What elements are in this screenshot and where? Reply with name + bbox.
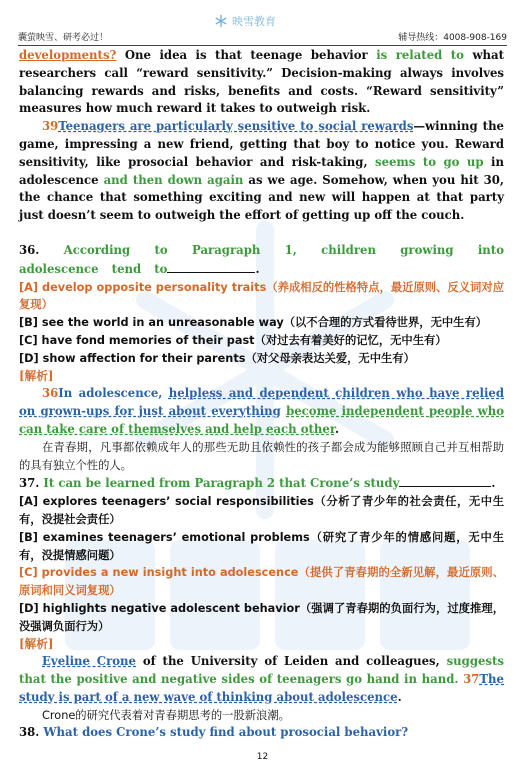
text: . [397,689,402,704]
text: In adolescence, [58,386,169,401]
text: . [255,261,260,276]
text: in adolescence [19,154,504,187]
option-text: [D] highlights negative adolescent behavior（强调了青春期的负面行为，过度推理，没强调负面行为） [19,601,504,633]
text: One idea is that teenage behavior [116,48,377,62]
option-text: [C] provides a new insight into adolescence（提供了青春期的全新见解，最近原则、原词和同义词复现） [19,566,504,598]
question-number: 37. [19,476,40,491]
logo-text: 映雪教育 [232,15,276,28]
snowflake-icon [214,14,228,28]
option-text: [C] have fond memories of their past（对过去有着美好的记忆，无中生有） [19,333,447,347]
header-slogan: 囊萤映雪、研考必过！ [18,33,109,43]
page-content [19,47,504,742]
header-divider [18,45,507,46]
header-hotline: 辅导热线：4008-908-169 [398,33,507,43]
text: what researchers call “reward sensitivity.” Decision-making always involves balancing rewards and risks, benefits and costs. “Reward sensitivity” measures how much reward it takes to outweigh risk. [19,48,504,116]
analysis-36-quote [19,385,504,438]
page-header [18,30,507,44]
paragraph-2 [19,118,504,225]
option-37a [19,493,504,529]
analysis-37-quote [19,653,504,706]
key-phrase: become independent people who can take care of themselves and help each other [19,404,504,436]
option-36d [19,350,504,368]
analysis-label: [解析] [19,368,54,383]
question-36-stem [19,242,504,279]
text: of the University of Leiden and colleagues, [136,654,447,669]
question-number: 38. [19,725,40,740]
option-text: [A] explores teenagers’ social responsibilities（分析了青少年的社会责任，无中生有，没提社会责任） [19,495,504,526]
answer-blank [399,474,491,487]
key-phrase: Eveline Crone [42,654,136,669]
key-phrase: suggests that the positive and negative sides of teenagers go hand in hand. [19,654,504,687]
question-ref: 37 [458,672,480,687]
key-sentence: Teenagers are particularly sensitive to social rewards [58,119,414,134]
keyword: seems to go up [374,154,484,169]
option-37d [19,600,504,636]
question-ref: 39 [42,119,59,134]
option-text: [B] see the world in an unreasonable way（以不合理的方式看待世界，无中生有） [19,316,488,330]
text: —winning the game, impressing a new friend, getting that boy to notice you. Reward sensitivity, like prosocial behavior and risk-taking, [19,119,504,169]
question-number: 36. [19,242,40,257]
brand-logo [214,13,276,29]
option-36c [19,332,504,350]
text: as we age. Somehow, when you hit 30, the chance that something exciting and new will happen at that party just doesn’t seem to outweigh the effort of getting up off the couch. [19,172,504,223]
keyword: is related to [376,48,464,62]
key-sentence: The study is part of a new wave of thinking about adolescence [19,672,504,704]
option-text: [B] examines teenagers’ emotional problems（研究了青少年的情感问题，无中生有，没提情感问题） [19,530,504,562]
option-37c [19,564,504,600]
question-text: It can be learned from Paragraph 2 that Crone’s study [39,476,400,491]
key-phrase: helpless and dependent children who have relied on grown-ups for just about everything [19,386,504,419]
option-text: [A] develop opposite personality traits（养成相反的性格特点，最近原则、反义词对应复现） [19,280,504,312]
question-ref: 36 [42,386,59,401]
question-37-stem [19,474,504,493]
text: . [491,476,496,491]
question-text: What does Crone’s study find about prosocial behavior? [39,725,409,740]
option-36a [19,279,504,315]
keyword: and then down again [103,172,244,187]
analysis-label: [解析] [19,636,54,651]
keyword: developments? [19,48,117,62]
paragraph-1 [19,47,504,118]
analysis-36-translation: 在青春期，凡事都依赖成年人的那些无助且依赖性的孩子都会成为能够照顾自己并互相帮助的具有独立个性的人。 [19,440,504,472]
question-text: According to Paragraph 1, children growing into adolescence tend to [19,242,504,276]
analysis-37-translation: Crone的研究代表着对青春期思考的一股新浪潮。 [42,708,290,722]
spacer [19,225,504,242]
option-37b [19,529,504,565]
option-36b [19,314,504,332]
question-38-stem [19,724,504,742]
page-number: 12 [256,752,269,762]
text: . [334,421,340,436]
option-text: [D] show affection for their parents（对父母亲表达关爱，无中生有） [19,351,415,365]
answer-blank [167,260,255,273]
